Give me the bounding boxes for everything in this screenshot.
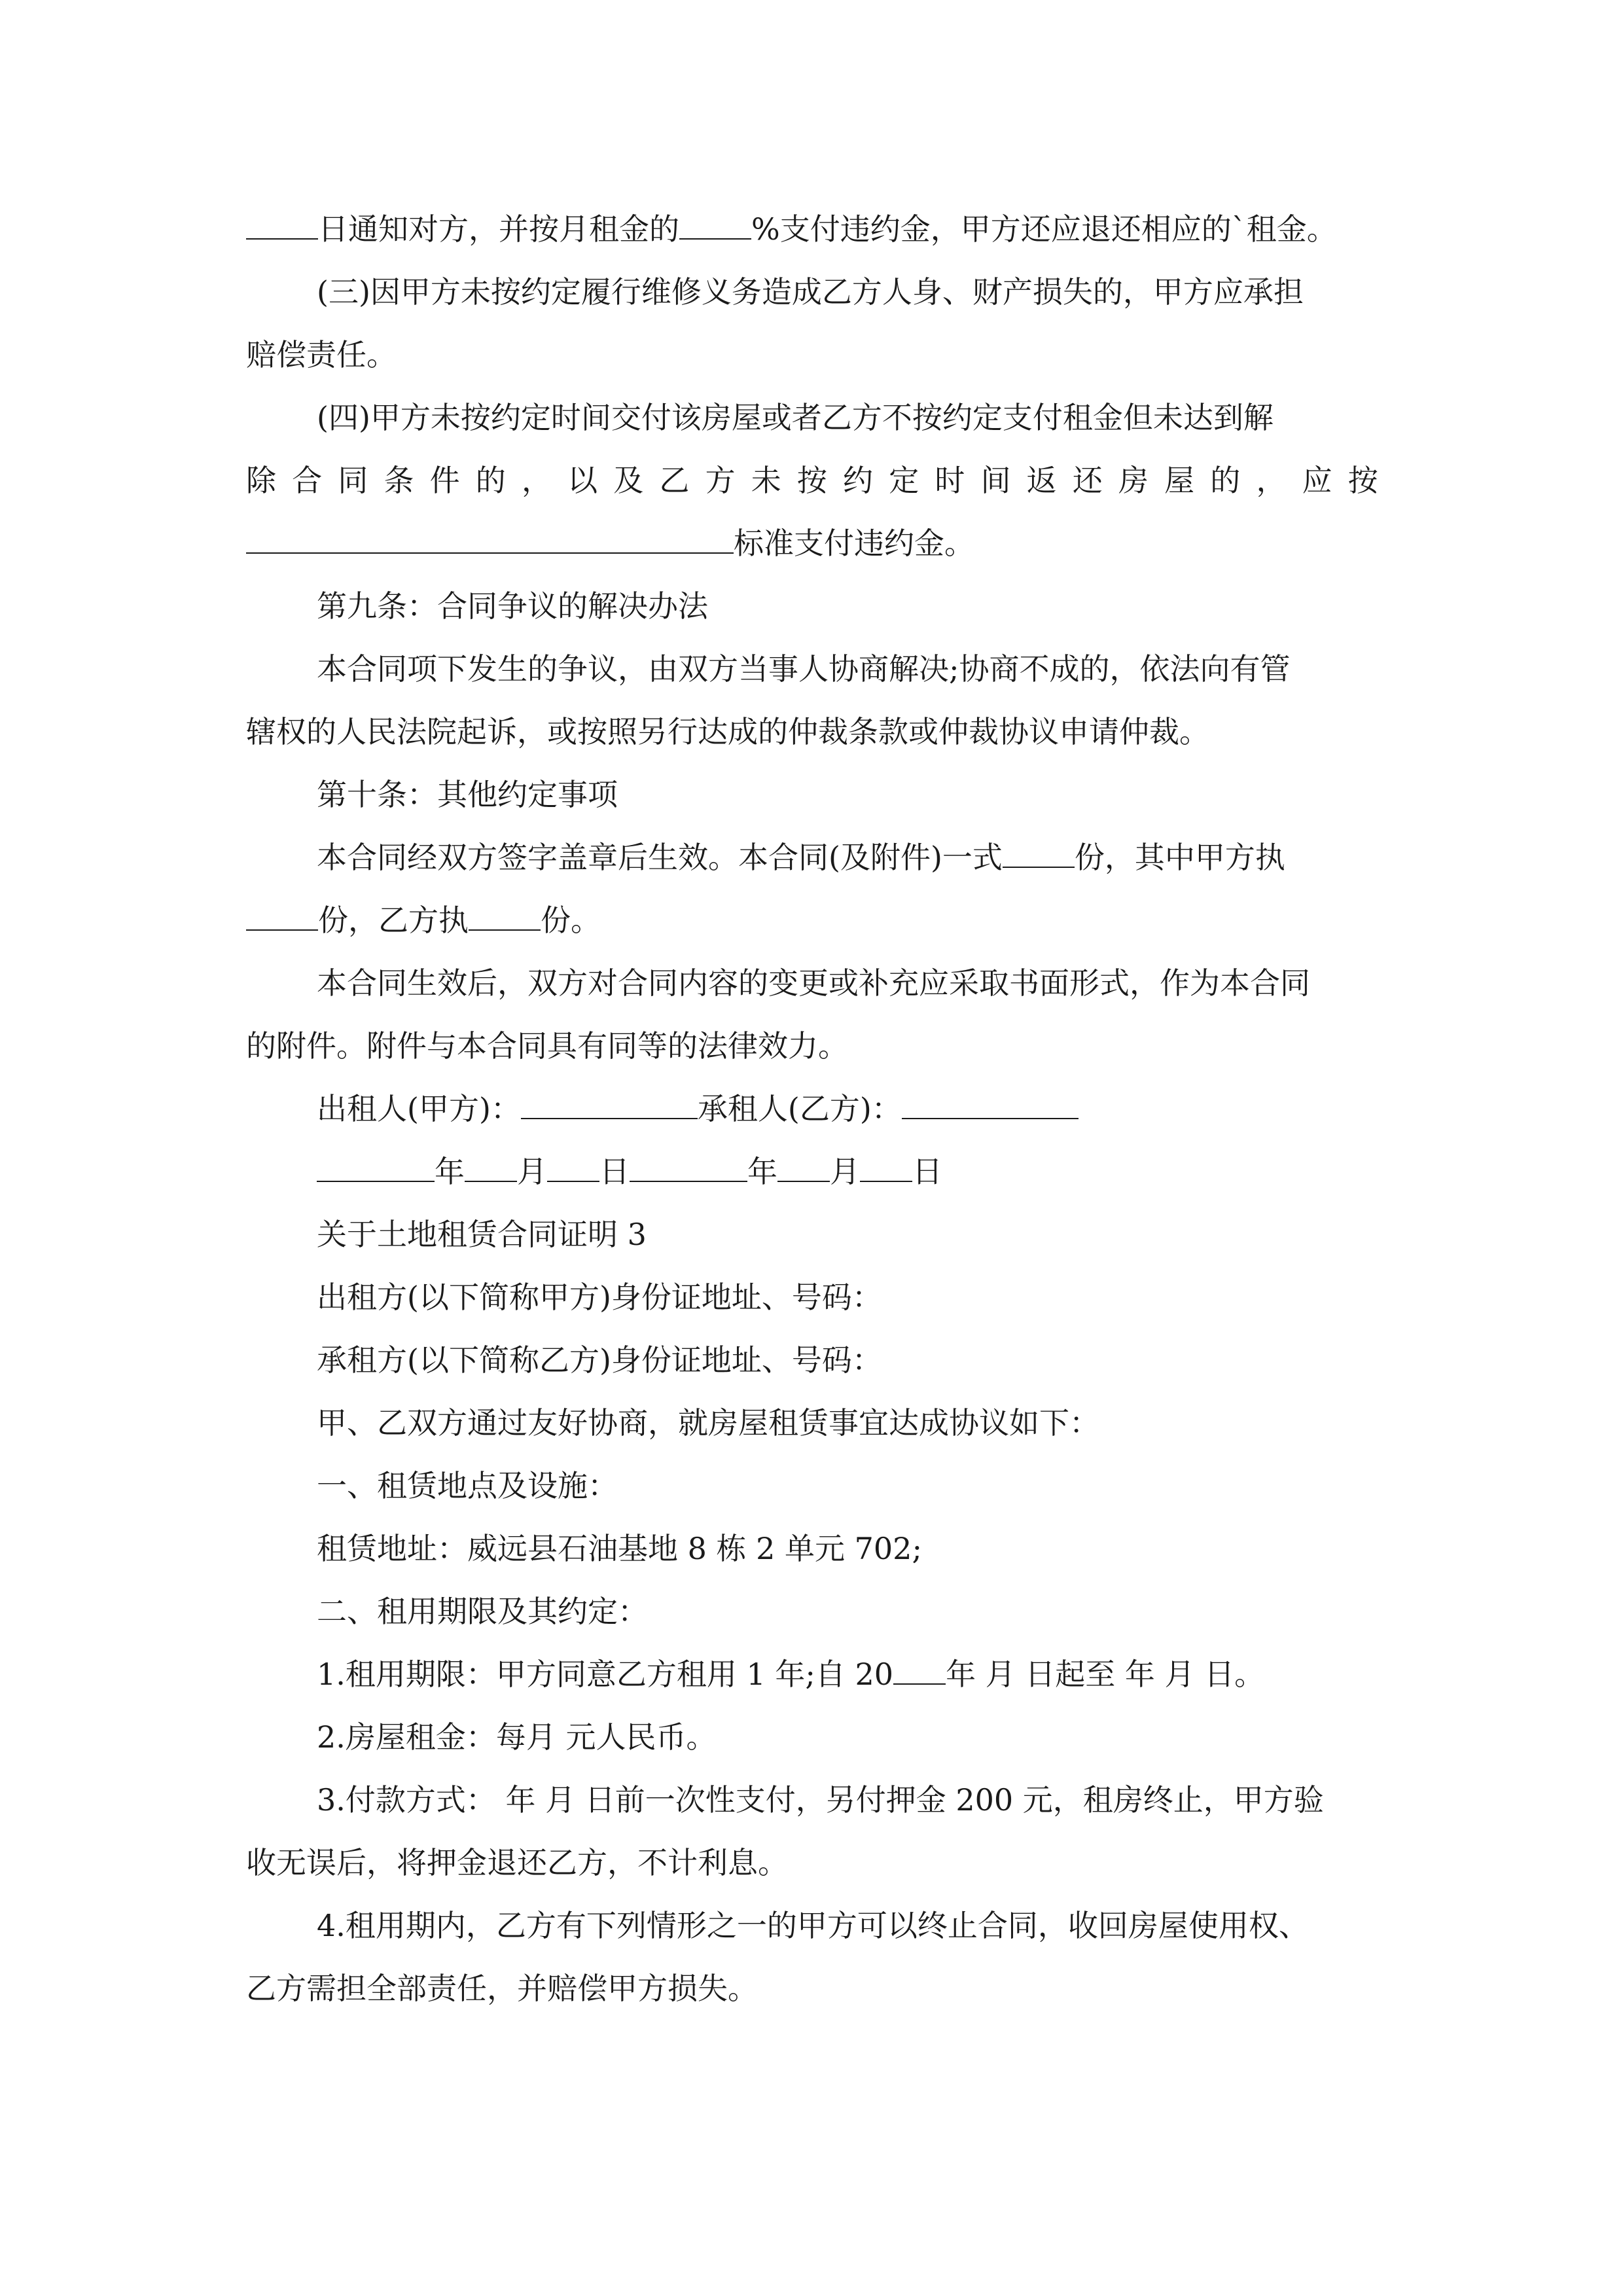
justified-char: 应 xyxy=(1302,463,1332,498)
justified-char: 时 xyxy=(935,463,965,498)
section-heading: 一、租赁地点及设施： xyxy=(317,1468,618,1503)
paragraph-line: 租赁地址：威远县石油基地 8 栋 2 单元 702; xyxy=(317,1531,922,1566)
justified-char: 约 xyxy=(843,463,874,498)
justified-char: 屋 xyxy=(1164,463,1195,498)
text-run: 份，乙方执 xyxy=(318,903,469,938)
justified-char: 按 xyxy=(796,463,827,498)
fill-blank xyxy=(465,1153,517,1182)
text-run: 日 xyxy=(912,1154,942,1189)
fill-blank xyxy=(777,1153,830,1182)
paragraph-line xyxy=(246,524,974,563)
fill-blank xyxy=(246,525,734,554)
text-run: 1.租用期限：甲方同意乙方租用 1 年;自 20 xyxy=(317,1657,894,1692)
justified-char: 间 xyxy=(980,463,1011,498)
fill-blank xyxy=(246,211,318,240)
paragraph-line: 出租方(以下简称甲方)身份证地址、号码： xyxy=(317,1280,882,1315)
text-run: 日通知对方，并按月租金的 xyxy=(318,211,679,247)
date-line xyxy=(317,1152,942,1191)
paragraph-line: 辖权的人民法院起诉，或按照另行达成的仲裁条款或仲裁协议申请仲裁。 xyxy=(246,714,1209,749)
paragraph-line xyxy=(246,901,601,940)
paragraph-line: 甲、乙双方通过友好协商，就房屋租赁事宜达成协议如下： xyxy=(317,1405,1099,1441)
paragraph-line: 本合同生效后，双方对合同内容的变更或补充应采取书面形式，作为本合同 xyxy=(317,965,1310,1001)
justified-char: 除 xyxy=(246,463,276,498)
paragraph-line: 本合同项下发生的争议，由双方当事人协商解决;协商不成的，依法向有管 xyxy=(317,651,1291,687)
justified-char: 及 xyxy=(613,463,644,498)
justified-char: 件 xyxy=(429,463,460,498)
fill-blank xyxy=(469,902,541,931)
fill-blank xyxy=(521,1090,698,1119)
justified-char: 房 xyxy=(1118,463,1149,498)
justified-char: 合 xyxy=(292,463,323,498)
justified-char: 乙 xyxy=(659,463,690,498)
text-run: 年 xyxy=(435,1154,465,1189)
justified-char: 的 xyxy=(475,463,506,498)
fill-blank xyxy=(1003,839,1075,868)
paragraph-line: 的附件。附件与本合同具有同等的法律效力。 xyxy=(246,1028,848,1064)
fill-blank xyxy=(547,1153,599,1182)
justified-char: 条 xyxy=(383,463,414,498)
justified-line xyxy=(246,461,1378,500)
text-run: 月 xyxy=(517,1154,547,1189)
document-title: 关于土地租赁合同证明 3 xyxy=(317,1217,647,1252)
justified-char: 返 xyxy=(1026,463,1057,498)
justified-char: ， xyxy=(1256,463,1287,498)
fill-blank xyxy=(893,1656,946,1685)
text-run: 份。 xyxy=(541,903,601,938)
text-run: 日 xyxy=(599,1154,630,1189)
text-run: 年 xyxy=(747,1154,777,1189)
section-heading: 第十条：其他约定事项 xyxy=(317,777,618,812)
text-run: 月 xyxy=(830,1154,860,1189)
fill-blank xyxy=(679,211,751,240)
fill-blank xyxy=(860,1153,912,1182)
justified-char: 同 xyxy=(338,463,368,498)
paragraph-line: 收无误后，将押金退还乙方，不计利息。 xyxy=(246,1845,788,1880)
paragraph-line: 3.付款方式： 年 月 日前一次性支付，另付押金 200 元，租房终止，甲方验 xyxy=(317,1782,1324,1818)
text-run: 份，其中甲方执 xyxy=(1074,840,1285,875)
paragraph-line: (三)因甲方未按约定履行维修义务造成乙方人身、财产损失的，甲方应承担 xyxy=(317,274,1304,310)
paragraph-line: 4.租用期内，乙方有下列情形之一的甲方可以终止合同，收回房屋使用权、 xyxy=(317,1908,1309,1943)
paragraph-line: 赔偿责任。 xyxy=(246,337,397,372)
lessor-label: 出租人(甲方)： xyxy=(317,1091,521,1126)
justified-char: 按 xyxy=(1347,463,1378,498)
paragraph-line xyxy=(317,1655,1264,1694)
paragraph-line: (四)甲方未按约定时间交付该房屋或者乙方不按约定支付租金但未达到解 xyxy=(317,400,1274,435)
paragraph-line: 2.房屋租金：每月 元人民币。 xyxy=(317,1719,717,1755)
fill-blank xyxy=(317,1153,435,1182)
paragraph-line xyxy=(246,209,1337,249)
section-heading: 第九条：合同争议的解决办法 xyxy=(317,588,708,624)
justified-char: 以 xyxy=(567,463,598,498)
signature-line xyxy=(317,1089,1079,1128)
fill-blank xyxy=(630,1153,747,1182)
justified-char: ， xyxy=(521,463,552,498)
paragraph-line: 承租方(以下简称乙方)身份证地址、号码： xyxy=(317,1342,882,1378)
section-heading: 二、租用期限及其约定： xyxy=(317,1594,648,1629)
fill-blank xyxy=(246,902,318,931)
text-run: 本合同经双方签字盖章后生效。本合同(及附件)一式 xyxy=(317,840,1003,875)
justified-char: 定 xyxy=(889,463,919,498)
justified-char: 的 xyxy=(1210,463,1241,498)
text-run: 年 月 日起至 年 月 日。 xyxy=(946,1657,1265,1692)
justified-char: 未 xyxy=(751,463,781,498)
paragraph-line: 乙方需担全部责任，并赔偿甲方损失。 xyxy=(246,1971,758,2006)
paragraph-line xyxy=(317,838,1285,877)
text-run: 标准支付违约金。 xyxy=(734,526,974,561)
justified-char: 方 xyxy=(705,463,736,498)
text-run: %支付违约金，甲方还应退还相应的`租金。 xyxy=(751,211,1337,247)
fill-blank xyxy=(902,1090,1079,1119)
justified-char: 还 xyxy=(1072,463,1103,498)
lessee-label: 承租人(乙方)： xyxy=(697,1091,902,1126)
